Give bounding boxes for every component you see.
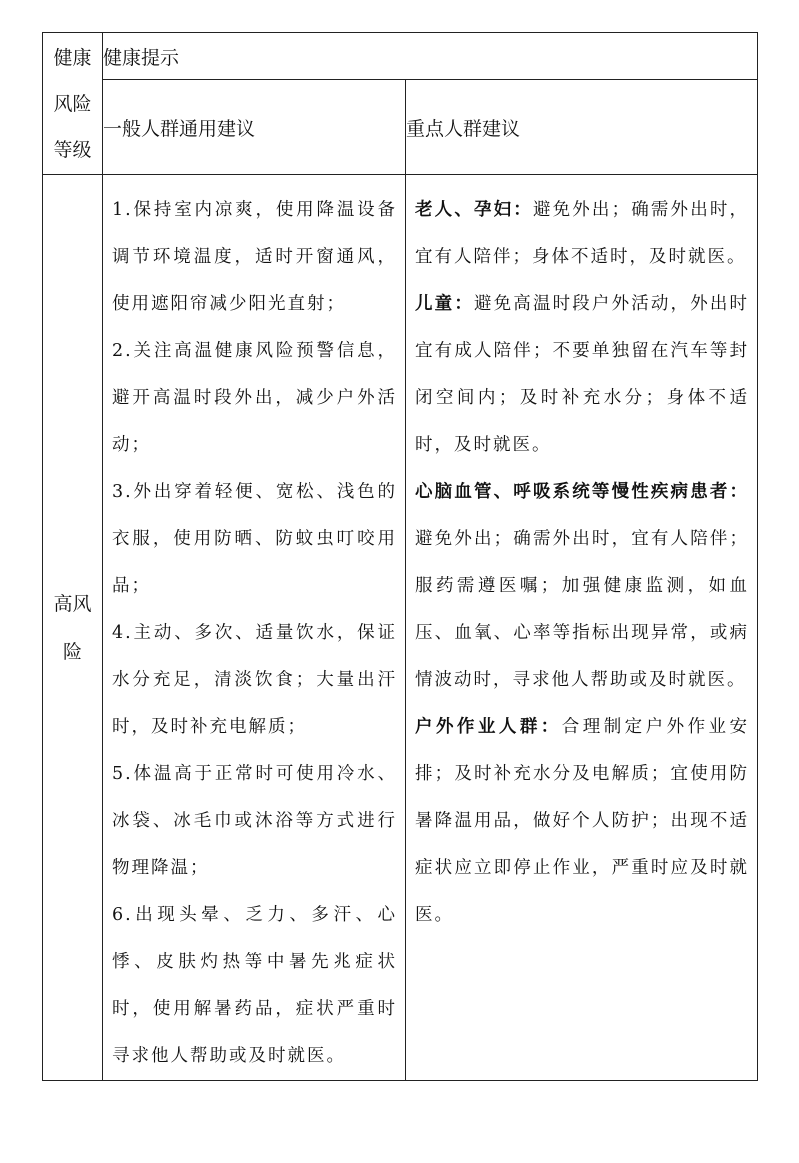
key-group-label: 儿童： — [415, 294, 474, 314]
general-population-header: 一般人群通用建议 — [103, 80, 406, 175]
risk-level-value — [43, 175, 103, 1081]
key-population-header: 重点人群建议 — [406, 80, 758, 175]
key-advice-cell — [406, 175, 758, 1081]
risk-level-header-line: 等级 — [53, 138, 92, 161]
key-group-item — [415, 469, 749, 704]
risk-level-header-line: 健康 — [53, 46, 92, 69]
general-advice-item: 3.外出穿着轻便、宽松、浅色的衣服，使用防晒、防蚊虫叮咬用品； — [112, 482, 397, 596]
risk-level-header — [43, 33, 103, 175]
key-group-text: 避免外出；确需外出时，宜有人陪伴；身体不适时，及时就医。 — [415, 200, 750, 267]
key-group-item — [415, 704, 749, 939]
risk-level-value-line: 险 — [62, 640, 82, 663]
health-tips-header: 健康提示 — [103, 33, 758, 80]
risk-level-header-line: 风险 — [53, 92, 92, 115]
health-risk-table — [42, 32, 758, 1081]
key-group-label: 老人、孕妇： — [415, 200, 533, 220]
general-advice-item: 6.出现头晕、乏力、多汗、心悸、皮肤灼热等中暑先兆症状时，使用解暑药品，症状严重时寻求他人帮助或及时就医。 — [112, 905, 397, 1066]
general-advice-item: 1.保持室内凉爽，使用降温设备调节环境温度，适时开窗通风，使用遮阳帘减少阳光直射； — [112, 200, 397, 314]
general-advice-item: 2.关注高温健康风险预警信息，避开高温时段外出，减少户外活动； — [112, 341, 397, 455]
key-group-item — [415, 187, 749, 281]
general-advice-cell — [103, 175, 406, 1081]
key-group-item — [415, 281, 749, 469]
general-advice-item: 5.体温高于正常时可使用冷水、冰袋、冰毛巾或沐浴等方式进行物理降温； — [112, 764, 397, 878]
risk-level-value-line: 高风 — [53, 592, 92, 615]
key-group-text: 避免高温时段户外活动，外出时宜有成人陪伴；不要单独留在汽车等封闭空间内；及时补充水分；身体不适时，及时就医。 — [415, 294, 750, 455]
key-group-label: 心脑血管、呼吸系统等慢性疾病患者： — [415, 482, 750, 502]
key-group-text: 合理制定户外作业安排；及时补充水分及电解质；宜使用防暑降温用品，做好个人防护；出现不适症状应立即停止作业，严重时应及时就医。 — [415, 717, 750, 925]
key-group-label: 户外作业人群： — [415, 717, 562, 737]
general-advice-item: 4.主动、多次、适量饮水，保证水分充足，清淡饮食；大量出汗时，及时补充电解质； — [112, 623, 397, 737]
key-group-text: 避免外出；确需外出时，宜有人陪伴；服药需遵医嘱；加强健康监测，如血压、血氧、心率等指标出现异常，或病情波动时，寻求他人帮助或及时就医。 — [415, 529, 750, 690]
